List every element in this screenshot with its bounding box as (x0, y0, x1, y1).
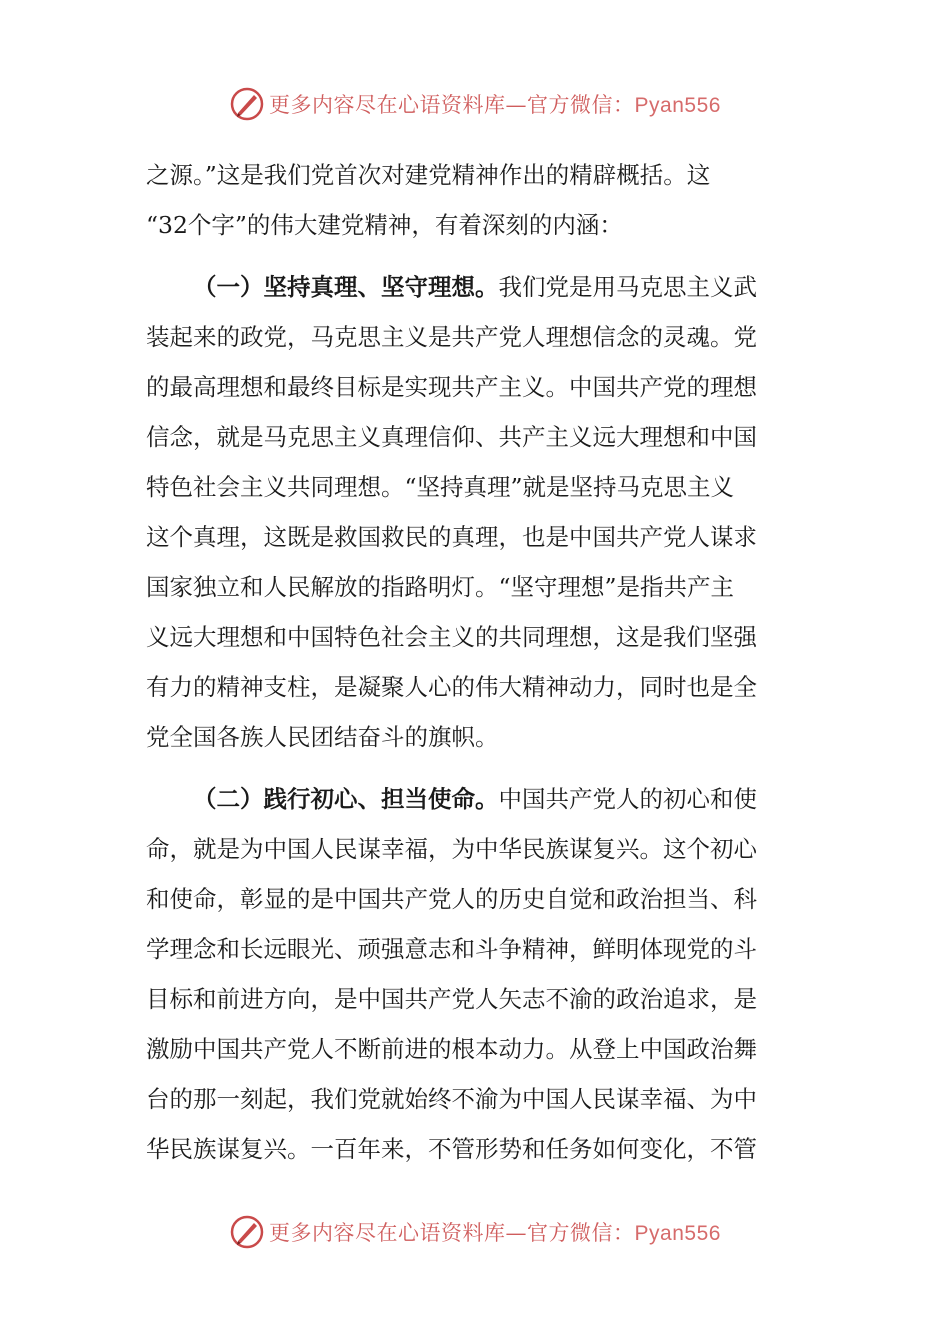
pen-logo-icon (229, 1214, 265, 1250)
paragraph-line: 党全国各族人民团结奋斗的旗帜。 (146, 723, 499, 751)
paragraph-line: 的最高理想和最终目标是实现共产主义。中国共产党的理想 (146, 373, 757, 401)
section1-first-line: （一）坚持真理、坚守理想。我们党是用马克思主义武 (193, 273, 757, 301)
paragraph-line: 这个真理，这既是救国救民的真理，也是中国共产党人谋求 (146, 523, 757, 551)
footer-banner (0, 1212, 950, 1252)
section1-heading: （一）坚持真理、坚守理想。 (193, 273, 499, 301)
paragraph-line: 目标和前进方向，是中国共产党人矢志不渝的政治追求，是 (146, 985, 757, 1013)
banner-text: 更多内容尽在心语资料库—官方微信：Pyan556 (269, 1221, 721, 1245)
paragraph-line: 装起来的政党，马克思主义是共产党人理想信念的灵魂。党 (146, 323, 757, 351)
section2-first-line: （二）践行初心、担当使命。中国共产党人的初心和使 (193, 785, 757, 813)
body-text (146, 150, 806, 1174)
paragraph-line: 有力的精神支柱，是凝聚人心的伟大精神动力，同时也是全 (146, 673, 757, 701)
header-banner (0, 84, 950, 124)
paragraph-line: 激励中国共产党人不断前进的根本动力。从登上中国政治舞 (146, 1035, 757, 1063)
paragraph-line: 台的那一刻起，我们党就始终不渝为中国人民谋幸福、为中 (146, 1085, 757, 1113)
paragraph-line: 学理念和长远眼光、顽强意志和斗争精神，鲜明体现党的斗 (146, 935, 757, 963)
intro-line: “32个字”的伟大建党精神，有着深刻的内涵： (146, 211, 623, 239)
paragraph-line: 国家独立和人民解放的指路明灯。“坚守理想”是指共产主 (146, 573, 735, 601)
paragraph-line: 华民族谋复兴。一百年来，不管形势和任务如何变化，不管 (146, 1135, 757, 1163)
banner-text: 更多内容尽在心语资料库—官方微信：Pyan556 (269, 93, 721, 117)
paragraph-line: 命，就是为中国人民谋幸福，为中华民族谋复兴。这个初心 (146, 835, 757, 863)
intro-line: 之源。”这是我们党首次对建党精神作出的精辟概括。这 (146, 161, 711, 189)
section2-heading: （二）践行初心、担当使命。 (193, 785, 499, 813)
paragraph-line: 义远大理想和中国特色社会主义的共同理想，这是我们坚强 (146, 623, 757, 651)
paragraph-line: 特色社会主义共同理想。“坚持真理”就是坚持马克思主义 (146, 473, 735, 501)
paragraph-line: 信念，就是马克思主义真理信仰、共产主义远大理想和中国 (146, 423, 757, 451)
paragraph-line: 和使命，彰显的是中国共产党人的历史自觉和政治担当、科 (146, 885, 757, 913)
pen-logo-icon (229, 86, 265, 122)
